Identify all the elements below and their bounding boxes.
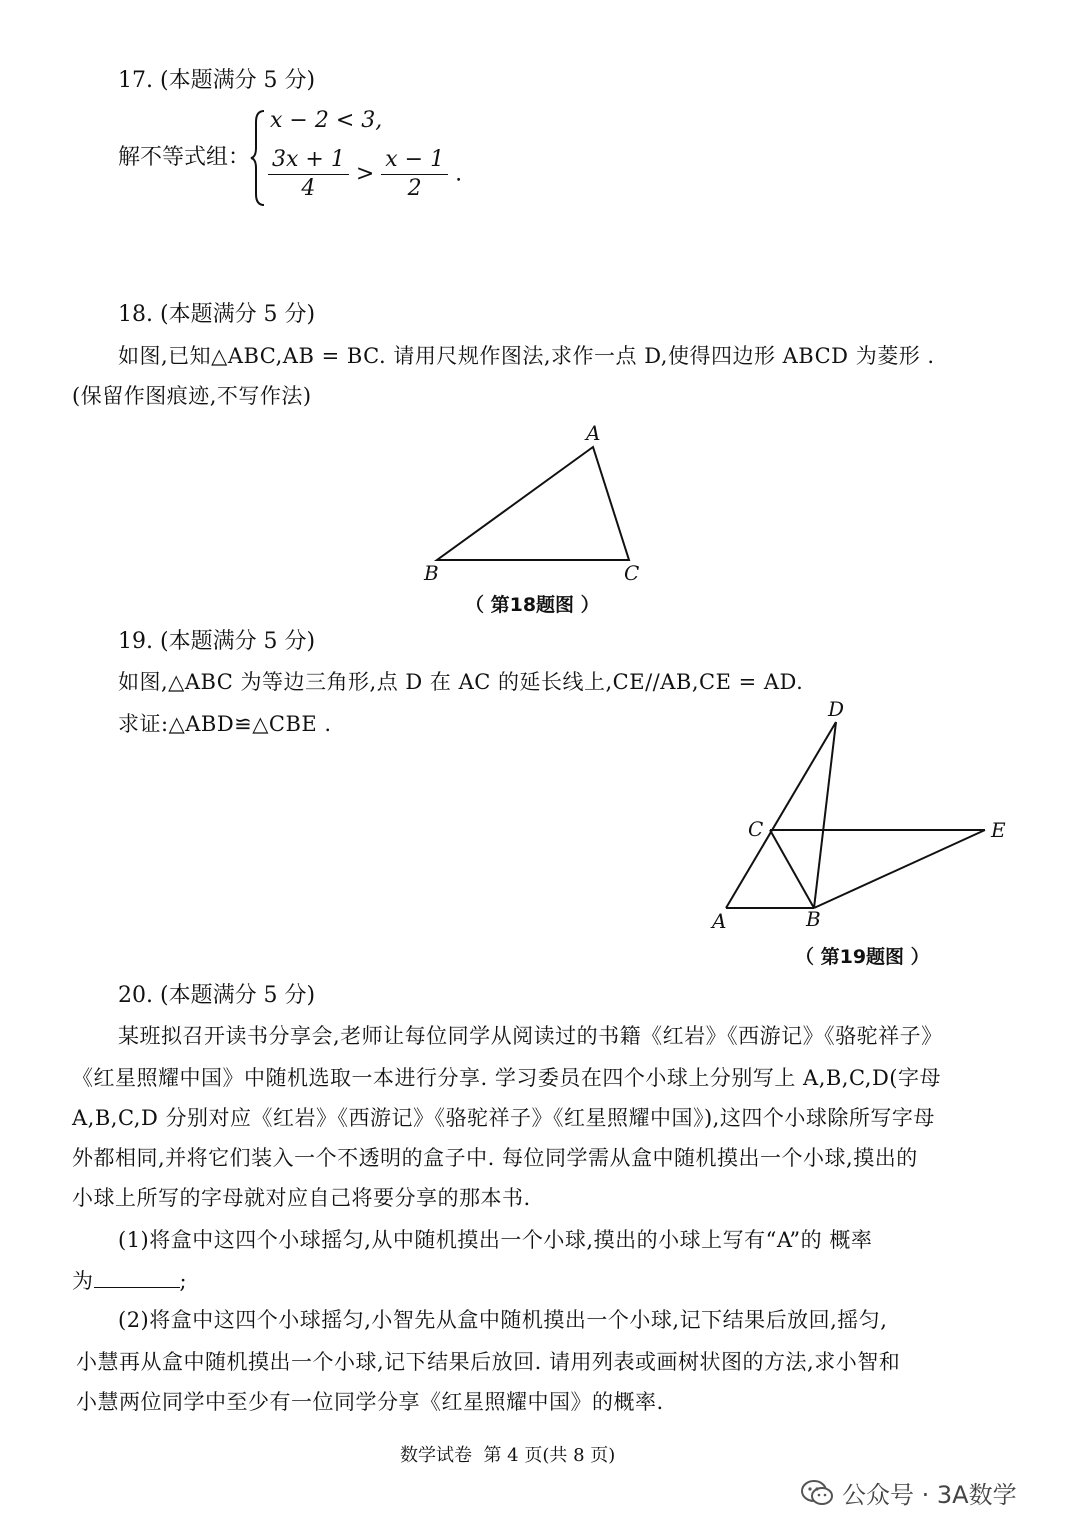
q20-part2-line-3: 小慧两位同学中至少有一位同学分享《红星照耀中国》的概率. — [76, 1390, 664, 1414]
q19-line-2: 求证:△ABD≌△CBE . — [118, 712, 332, 736]
q20-part2-line-1: (2)将盒中这四个小球摇匀,小智先从盒中随机摸出一个小球,记下结果后放回,摇匀, — [118, 1308, 888, 1332]
triangle-abc — [437, 447, 629, 560]
q20-part1-line-2: 为 ; — [72, 1265, 187, 1296]
label-B: B — [424, 561, 439, 585]
label-A: A — [712, 909, 727, 933]
label-C: C — [748, 817, 764, 841]
q18-line-2: (保留作图痕迹,不写作法) — [72, 384, 312, 408]
q20-line-1: 某班拟召开读书分享会,老师让每位同学从阅读过的书籍《红岩》《西游记》《骆驼祥子》 — [118, 1024, 943, 1048]
label-C: C — [624, 561, 640, 585]
q19-header: 19. (本题满分 5 分) — [118, 629, 316, 654]
q17-prompt: 解不等式组： — [118, 145, 251, 170]
q18-figure — [400, 420, 680, 590]
q17-operator: > — [355, 161, 375, 187]
q19-line-1: 如图,△ABC 为等边三角形,点 D 在 AC 的延长线上,CE//AB,CE = AD. — [118, 670, 804, 694]
q19-figure — [700, 690, 1030, 940]
q17-inequality-1: x − 2 < 3, — [270, 108, 383, 133]
watermark — [800, 1475, 1017, 1510]
q17-header: 17. (本题满分 5 分) — [118, 68, 316, 93]
q18-line-1: 如图,已知△ABC,AB = BC. 请用尺规作图法,求作一点 D,使得四边形 ABCD 为菱形 . — [118, 344, 935, 368]
label-D: D — [828, 697, 845, 721]
answer-blank — [94, 1265, 180, 1288]
line-AD — [726, 722, 836, 908]
line-BD — [814, 722, 836, 908]
label-B: B — [806, 907, 821, 931]
label-E: E — [991, 818, 1006, 842]
q20-line-5: 小球上所写的字母就对应自己将要分享的那本书. — [72, 1186, 531, 1210]
q17-inequality-2 — [268, 146, 462, 203]
q17-end: . — [455, 161, 463, 187]
line-BE — [814, 830, 985, 908]
watermark-text: 公众号 · 3A数学 — [842, 1481, 1017, 1509]
q20-part1-line-1: (1)将盒中这四个小球摇匀,从中随机摸出一个小球,摸出的小球上写有“A”的 概率 — [118, 1228, 873, 1252]
q20-header: 20. (本题满分 5 分) — [118, 983, 316, 1008]
q20-part2-line-2: 小慧再从盒中随机摸出一个小球,记下结果后放回. 请用列表或画树状图的方法,求小智和 — [76, 1350, 901, 1374]
q17-brace — [250, 108, 268, 208]
q17-fraction-left: $\frac{3x + 1}{4}$ — [268, 146, 349, 203]
q17-fraction-right: $\frac{x - 1}{2}$ — [381, 146, 448, 203]
page-footer: 数学试卷 第 4 页(共 8 页) — [400, 1445, 616, 1466]
q19-caption: （ 第19题图 ） — [795, 946, 930, 968]
wechat-icon — [800, 1478, 834, 1508]
q20-line-4: 外都相同,并将它们装入一个不透明的盒子中. 每位同学需从盒中随机摸出一个小球,摸出的 — [72, 1146, 918, 1170]
label-A: A — [586, 421, 601, 445]
q20-line-2: 《红星照耀中国》中随机选取一本进行分享. 学习委员在四个小球上分别写上 A,B,C,D(字母 — [72, 1066, 941, 1090]
q20-line-3: A,B,C,D 分别对应《红岩》《西游记》《骆驼祥子》《红星照耀中国》),这四个小球除所写字母 — [72, 1106, 935, 1130]
q18-header: 18. (本题满分 5 分) — [118, 302, 316, 327]
line-CB — [770, 830, 814, 908]
q18-caption: （ 第18题图 ） — [465, 594, 600, 616]
